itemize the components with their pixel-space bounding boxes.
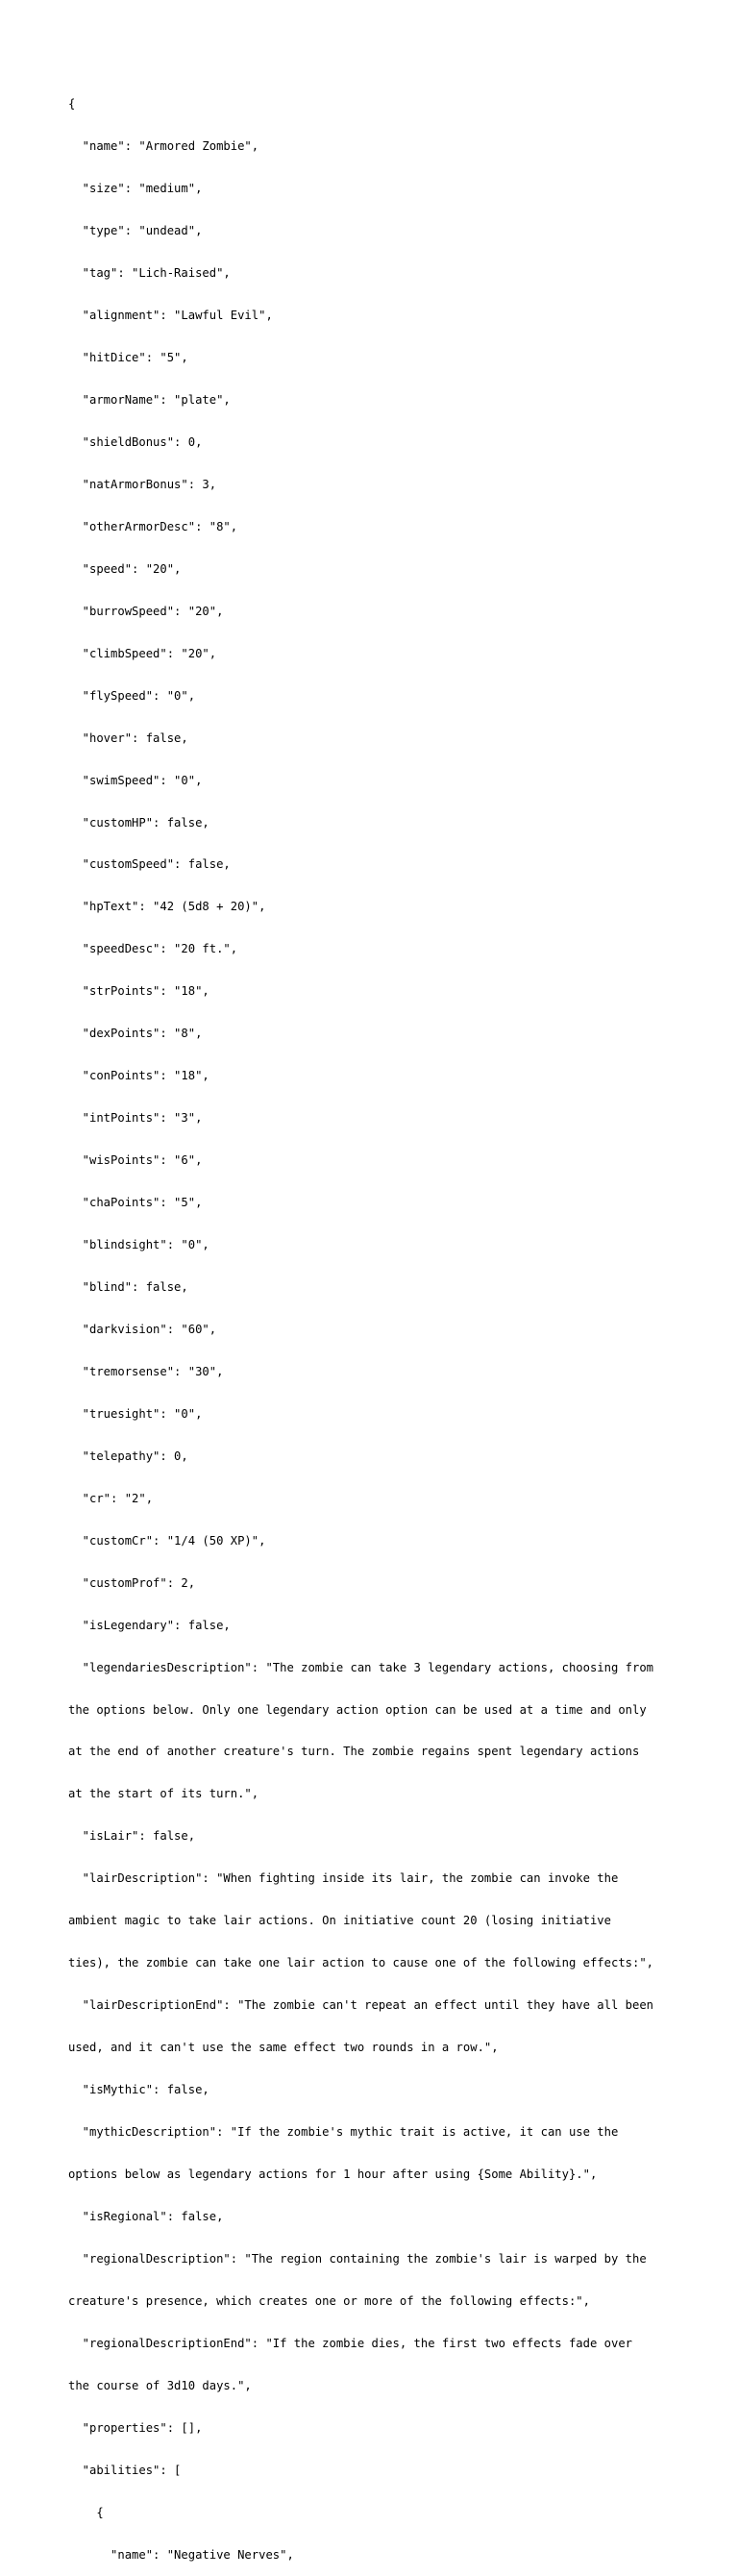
document-line: {: [68, 2505, 104, 2519]
document-line: "intPoints": "3",: [68, 1111, 203, 1126]
document-line: "lairDescriptionEnd": "The zombie can't repeat an effect until they have all been: [68, 1998, 654, 2013]
document-line: "conPoints": "18",: [68, 1069, 209, 1083]
document-line: "alignment": "Lawful Evil",: [68, 309, 273, 323]
document-line: at the end of another creature's turn. The zombie regains spent legendary actions: [68, 1745, 640, 1759]
document-line: "lairDescription": "When fighting inside its lair, the zombie can invoke the: [68, 1871, 619, 1886]
document-line: "burrowSpeed": "20",: [68, 604, 224, 618]
document-line: "customHP": false,: [68, 815, 209, 830]
document-line: "telepathy": 0,: [68, 1449, 188, 1463]
document-line: creature's presence, which creates one or more of the following effects:",: [68, 2293, 590, 2308]
document-line: options below as legendary actions for 1 hour after using {Some Ability}.",: [68, 2167, 598, 2182]
document-line: "tag": "Lich-Raised",: [68, 266, 231, 281]
document-line: the course of 3d10 days.",: [68, 2378, 252, 2392]
document-line: ambient magic to take lair actions. On initiative count 20 (losing initiative: [68, 1914, 611, 1928]
document-line: "flySpeed": "0",: [68, 688, 196, 703]
document-line: "truesight": "0",: [68, 1406, 203, 1421]
document-line: "climbSpeed": "20",: [68, 646, 217, 660]
document-line: "armorName": "plate",: [68, 392, 231, 407]
document-line: "legendariesDescription": "The zombie can take 3 legendary actions, choosing from: [68, 1660, 654, 1674]
document-line: "regionalDescription": "The region containing the zombie's lair is warped by the: [68, 2251, 647, 2266]
document-line: "otherArmorDesc": "8",: [68, 519, 238, 533]
document-line: "speedDesc": "20 ft.",: [68, 942, 238, 956]
document-line: "isLegendary": false,: [68, 1618, 231, 1632]
document-line: "regionalDescriptionEnd": "If the zombie dies, the first two effects fade over: [68, 2336, 632, 2350]
document-line: "type": "undead",: [68, 224, 203, 238]
document-line: used, and it can't use the same effect two rounds in a row.",: [68, 2041, 499, 2055]
document-line: "isMythic": false,: [68, 2083, 209, 2097]
document-line: "hover": false,: [68, 731, 188, 745]
document-line: "properties": [],: [68, 2420, 203, 2435]
document-line: "isLair": false,: [68, 1829, 196, 1844]
document-line: "customCr": "1/4 (50 XP)",: [68, 1533, 266, 1548]
document-line: "hpText": "42 (5d8 + 20)",: [68, 900, 266, 914]
document-line: "chaPoints": "5",: [68, 1196, 203, 1210]
document-line: "cr": "2",: [68, 1491, 154, 1505]
document-line: "tremorsense": "30",: [68, 1364, 224, 1378]
document-line: "name": "Armored Zombie",: [68, 139, 259, 154]
document-line: "hitDice": "5",: [68, 351, 188, 365]
document-line: "strPoints": "18",: [68, 984, 209, 999]
json-document: [68, 69, 683, 2576]
document-line: "darkvision": "60",: [68, 1322, 217, 1336]
document-line: "abilities": [: [68, 2463, 182, 2477]
document-line: "size": "medium",: [68, 182, 203, 196]
document-line: "shieldBonus": 0,: [68, 434, 203, 449]
document-line: at the start of its turn.",: [68, 1787, 259, 1801]
document-line: "isRegional": false,: [68, 2209, 224, 2223]
document-line: "customSpeed": false,: [68, 857, 231, 872]
document-line: "natArmorBonus": 3,: [68, 477, 217, 491]
document-line: "speed": "20",: [68, 561, 182, 576]
document-line: ties), the zombie can take one lair action to cause one of the following effects:",: [68, 1956, 654, 1970]
document-line: "customProf": 2,: [68, 1575, 196, 1590]
document-line: "mythicDescription": "If the zombie's mythic trait is active, it can use the: [68, 2125, 619, 2140]
document-line: {: [68, 97, 76, 111]
document-line: "name": "Negative Nerves",: [68, 2547, 294, 2562]
document-line: the options below. Only one legendary action option can be used at a time and only: [68, 1702, 647, 1717]
document-line: "swimSpeed": "0",: [68, 773, 203, 787]
document-line: "blindsight": "0",: [68, 1238, 209, 1252]
document-line: "dexPoints": "8",: [68, 1027, 203, 1041]
document-line: "blind": false,: [68, 1280, 188, 1294]
document-line: "wisPoints": "6",: [68, 1153, 203, 1168]
